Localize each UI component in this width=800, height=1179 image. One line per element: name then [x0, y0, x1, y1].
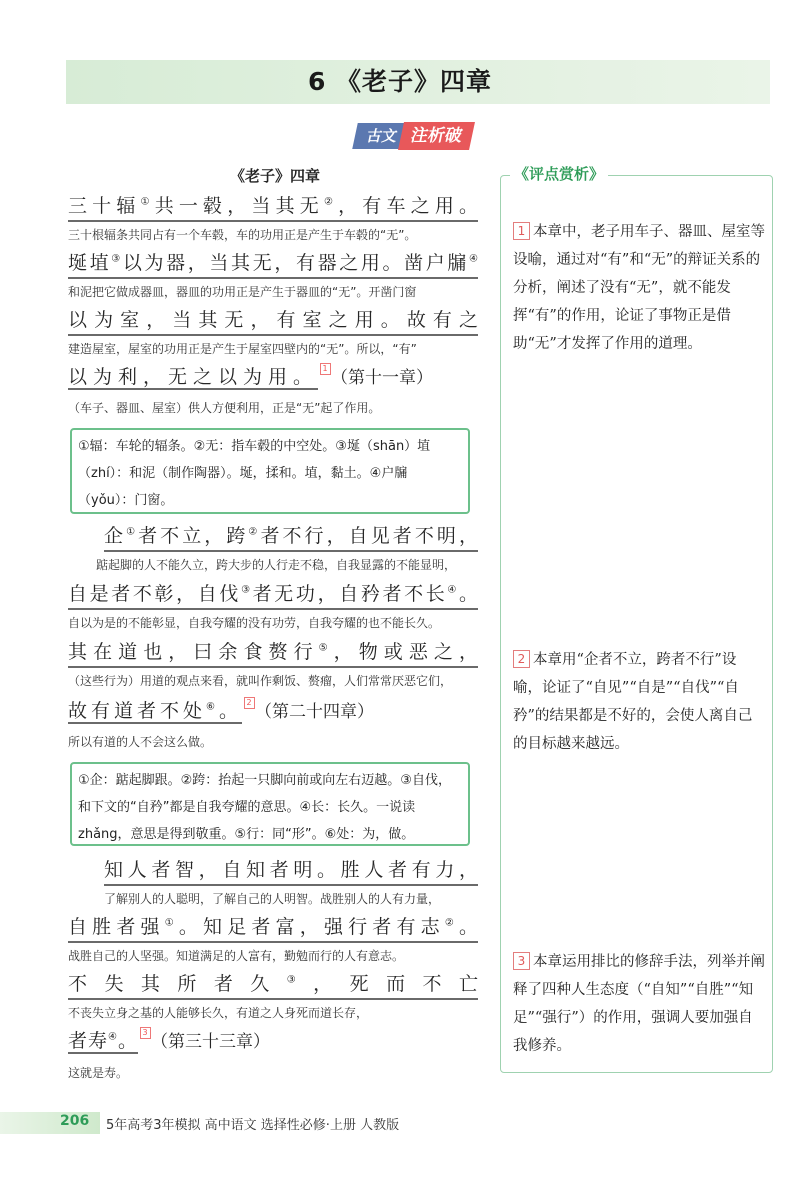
badge-part-1: 古文 [352, 123, 408, 149]
original-line: 故有道者不处⑥。 2 （第二十四章） [68, 698, 374, 722]
commentary-number: 3 [513, 952, 530, 970]
chapter-title: 6 《老子》四章 [307, 67, 493, 96]
translation-line: 战胜自己的人坚强。知道满足的人富有，勤勉而行的人有意志。 [68, 949, 405, 963]
translation-line: 了解别人的人聪明，了解自己的人明智。战胜别人的人有力量， [104, 892, 441, 906]
commentary-number: 2 [513, 650, 530, 668]
section-badge [355, 122, 472, 150]
translation-line: 自以为是的不能彰显，自我夸耀的没有功劳，自我夸耀的也不能长久。 [68, 616, 441, 630]
commentary-item: 1 本章中，老子用车子、器皿、屋室等设喻，通过对“有”和“无”的辩证关系的分析，阐述了没有“无”，就不能发挥“有”的作用，论证了事物正是借助“无”才发挥了作用的道理。 [513, 224, 765, 352]
chapter-reference: （第三十三章） [151, 1032, 270, 1052]
translation-line: 这就是寿。 [68, 1066, 129, 1080]
annotation-marker: 1 [320, 363, 331, 375]
translation-line: 踮起脚的人不能久立，跨大步的人行走不稳，自我显露的不能显明， [96, 558, 457, 572]
original-line: 自胜者强①。知足者富，强行者有志②。 [68, 913, 478, 943]
annotation-marker: 2 [244, 697, 255, 709]
commentary-number: 1 [513, 222, 530, 240]
original-line: 企①者不立，跨②者不行，自见者不明， [104, 522, 478, 552]
original-line: 知人者智，自知者明。胜人者有力， [104, 856, 478, 886]
original-line: 以为利，无之以为用。 1 （第十一章） [68, 364, 434, 388]
chapter-reference: （第十一章） [331, 368, 434, 388]
original-line: 埏埴③以为器，当其无，有器之用。凿户牖④ [68, 249, 478, 279]
notes-box: ①企：踮起脚跟。②跨：抬起一只脚向前或向左右迈越。③自伐，和下文的“自矜”都是自我夸耀的意思。④长：长久。一说读 zhǎng，意思是得到敬重。⑤行：同“形”。⑥处：为，做。 [70, 762, 470, 846]
translation-line: 不丧失立身之基的人能够长久，有道之人身死而道长存， [68, 1006, 369, 1020]
translation-line: 和泥把它做成器皿，器皿的功用正是产生于器皿的“无”。开凿门窗 [68, 285, 417, 299]
commentary-label: 《评点赏析》 [510, 163, 608, 184]
original-line: 不失其所者久③，死而不亡 [68, 970, 478, 1000]
translation-line: 三十根辐条共同占有一个车毂，车的功用正是产生于车毂的“无”。 [68, 228, 417, 242]
translation-line: 建造屋室，屋室的功用正是产生于屋室四壁内的“无”。所以，“有” [68, 342, 417, 356]
original-line: 自是者不彰，自伐③者无功，自矜者不长④。 [68, 580, 478, 610]
original-line: 三十辐①共一毂，当其无②，有车之用。 [68, 192, 478, 222]
original-line: 者寿④。 3 （第三十三章） [68, 1028, 270, 1052]
footer-text: 5年高考3年模拟 高中语文 选择性必修·上册 人教版 [106, 1118, 400, 1133]
commentary-item: 3 本章运用排比的修辞手法，列举并阐释了四种人生态度（“自知”“自胜”“知足”“强行”）的作用，强调人要加强自我修养。 [513, 954, 765, 1054]
annotation-marker: 3 [140, 1027, 151, 1039]
translation-line: 所以有道的人不会这么做。 [68, 735, 213, 749]
notes-box: ①辐：车轮的辐条。②无：指车毂的中空处。③埏（shān）埴（zhí）：和泥（制作陶器）。埏，揉和。埴，黏土。④户牖（yǒu）：门窗。 [70, 428, 470, 514]
commentary-item: 2 本章用“企者不立，跨者不行”设喻，论证了“自见”“自是”“自伐”“自矜”的结果都是不好的，会使人离自己的目标越来越远。 [513, 652, 753, 752]
chapter-reference: （第二十四章） [255, 702, 374, 722]
section-heading: 《老子》四章 [229, 167, 320, 185]
original-line: 其在道也，曰余食赘行⑤，物或恶之， [68, 638, 478, 668]
translation-line: （这些行为）用道的观点来看，就叫作剩饭、赘瘤，人们常常厌恶它们， [68, 674, 453, 688]
original-line: 以为室，当其无，有室之用。故有之 [68, 306, 478, 336]
page-number: 206 [60, 1113, 90, 1129]
translation-line: （车子、器皿、屋室）供人方便利用，正是“无”起了作用。 [68, 401, 381, 415]
badge-part-2: 注析破 [398, 122, 475, 150]
